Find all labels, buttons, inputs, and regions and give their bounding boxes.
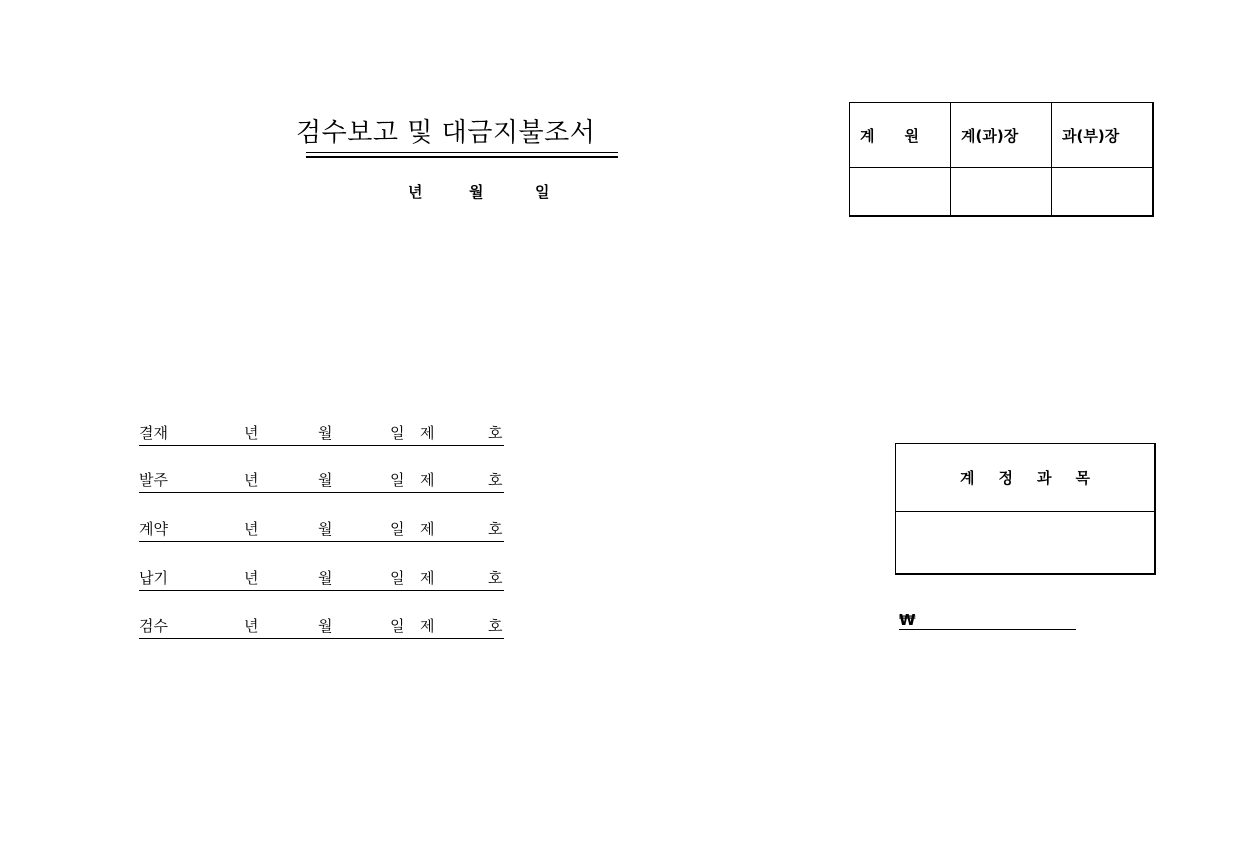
title-underline-thick (306, 156, 618, 158)
record-label: 검수 (139, 617, 168, 635)
record-row-inspection (139, 616, 504, 639)
record-number-suffix: 호 (488, 424, 503, 442)
record-day: 일 (390, 471, 405, 489)
record-number-suffix: 호 (488, 520, 503, 538)
approval-header-department-chief: 과(부)장 (1052, 103, 1153, 168)
title-underline-thin (306, 152, 618, 153)
approval-sign-cell-department-chief[interactable] (1052, 168, 1153, 216)
record-number-prefix: 제 (420, 617, 435, 635)
record-row-order (139, 470, 504, 493)
record-day: 일 (390, 520, 405, 538)
record-month: 월 (318, 520, 333, 538)
record-number-suffix: 호 (488, 471, 503, 489)
date-month: 월 (469, 183, 484, 201)
account-header-char: 계 (960, 469, 975, 487)
approval-table (849, 102, 1154, 217)
record-number-suffix: 호 (488, 569, 503, 587)
record-label: 납기 (139, 569, 168, 587)
record-number-prefix: 제 (420, 520, 435, 538)
approval-header-row (850, 103, 1153, 168)
account-subject-value-cell[interactable] (896, 512, 1154, 574)
account-header-char: 정 (998, 469, 1013, 487)
approval-header-section-chief: 계(과)장 (951, 103, 1052, 168)
account-header-char: 목 (1075, 469, 1090, 487)
record-number-prefix: 제 (420, 569, 435, 587)
record-month: 월 (318, 471, 333, 489)
amount-field[interactable] (899, 611, 1076, 630)
account-subject-box (895, 443, 1156, 575)
document-title: 검수보고 및 대금지불조서 (296, 118, 596, 148)
record-day: 일 (390, 617, 405, 635)
record-month: 월 (318, 424, 333, 442)
won-symbol: ₩ (899, 611, 916, 629)
record-number-prefix: 제 (420, 471, 435, 489)
record-row-approval (139, 423, 504, 446)
account-header-char: 과 (1037, 469, 1052, 487)
approval-header-staff: 계 원 (850, 103, 951, 168)
record-label: 계약 (139, 520, 168, 538)
record-label: 결재 (139, 424, 168, 442)
record-year: 년 (244, 471, 259, 489)
date-year: 년 (408, 183, 423, 201)
record-month: 월 (318, 569, 333, 587)
record-year: 년 (244, 520, 259, 538)
record-year: 년 (244, 424, 259, 442)
record-row-contract (139, 519, 504, 542)
record-year: 년 (244, 617, 259, 635)
record-month: 월 (318, 617, 333, 635)
record-number-suffix: 호 (488, 617, 503, 635)
record-number-prefix: 제 (420, 424, 435, 442)
record-label: 발주 (139, 471, 168, 489)
date-day: 일 (535, 183, 550, 201)
record-year: 년 (244, 569, 259, 587)
record-day: 일 (390, 424, 405, 442)
record-row-delivery (139, 568, 504, 591)
approval-sign-cell-staff[interactable] (850, 168, 951, 216)
approval-signature-row (850, 168, 1153, 216)
record-day: 일 (390, 569, 405, 587)
account-subject-header (896, 444, 1154, 512)
approval-sign-cell-section-chief[interactable] (951, 168, 1052, 216)
